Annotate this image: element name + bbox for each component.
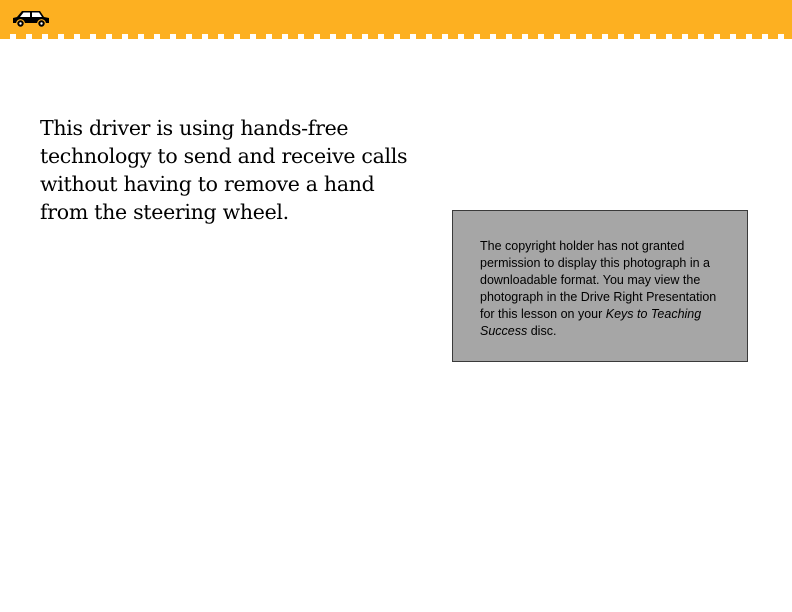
notice-product-name: Keys to Teaching Success [480, 307, 702, 338]
header-band [0, 0, 792, 34]
car-icon [11, 9, 51, 28]
caption-line: from the steering wheel. [40, 200, 289, 224]
caption-line: without having to remove a hand [40, 172, 375, 196]
notice-end-text: disc. [527, 324, 557, 338]
copyright-notice [480, 238, 730, 340]
notice-main-text: The copyright holder has not granted permission to display this photograph in a downloadable format. You may view the photograph in the Drive Right Presentation for this lesson on your [480, 239, 717, 321]
photo-caption [40, 114, 410, 226]
caption-line: technology to send and receive calls [40, 144, 408, 168]
header-dashed-edge [0, 34, 792, 39]
caption-line: This driver is using hands-free [40, 116, 349, 140]
photo-placeholder-box [452, 210, 748, 362]
